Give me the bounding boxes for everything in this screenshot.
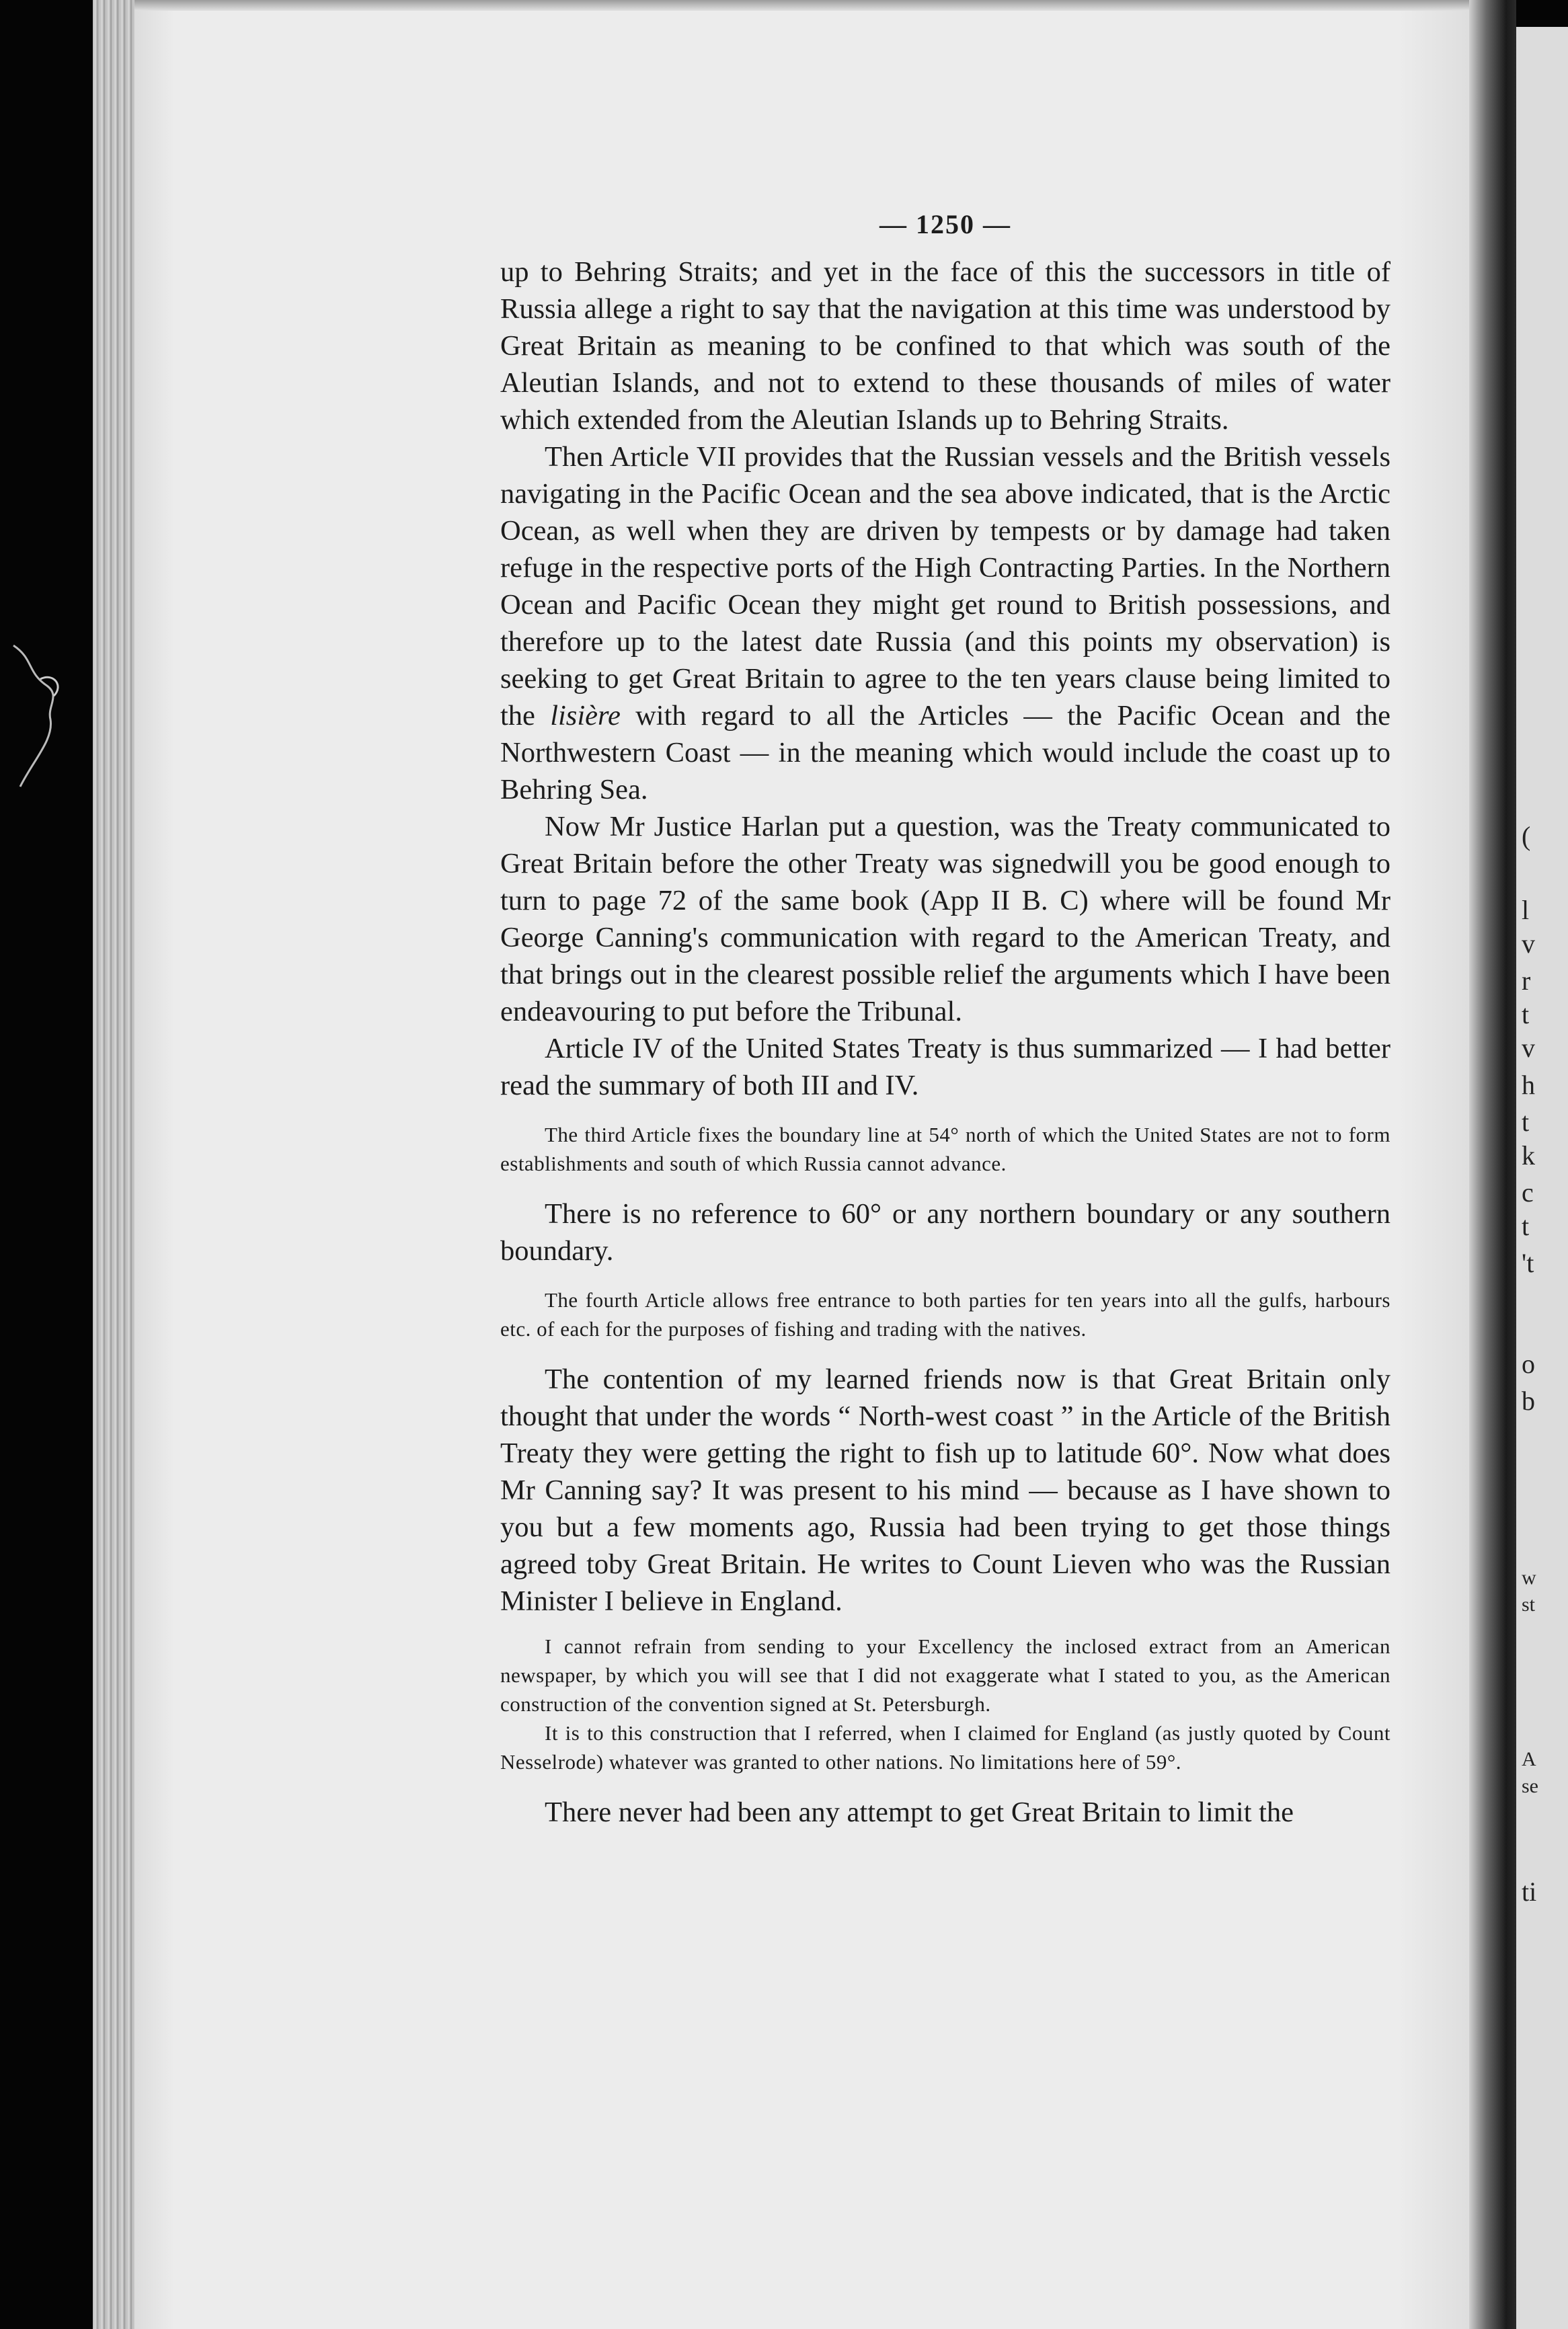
paragraph: There never had been any attempt to get Great Britain to limit the: [545, 1797, 1294, 1828]
paragraph: The contention of my learned friends now is that Great Britain only thought that under the words “ North-west coast ” in the Article of the British Treaty they were getting the right to fish up to latitude 60°. Now what does Mr Canning say? It was present to his mind — because as I have shown to you but a few moments ago, Russia had been trying to get those things agreed toby Great Britain. He writes to Count Lieven who was the Russian Minister I believe in England.: [500, 1364, 1390, 1617]
next-page-glyph: st: [1522, 1593, 1536, 1616]
page-edges: [93, 0, 140, 2329]
paragraph-text: Then Article VII provides that the Russian vessels and the British vessels navigating in the Pacific Ocean and the sea above indicated, that is the Arctic Ocean, as well when they are driven by tempests or by damage had taken refuge in the respective ports of the High Contracting Parties. In the Northern Ocean and Pacific Ocean they might get round to British possessions, and therefore up to the latest date Russia (and this points my observation) is seeking to get Great Britain to agree to the ten years clause being limited to the: [500, 441, 1390, 732]
next-page-glyph: t: [1522, 999, 1530, 1029]
paragraph: [500, 438, 1390, 808]
page-text: [500, 208, 1390, 1831]
next-page-glyph: t: [1522, 1211, 1530, 1241]
next-page-glyph: b: [1522, 1386, 1535, 1416]
next-page-glyph: se: [1522, 1775, 1538, 1797]
next-page-glyph: v: [1522, 929, 1535, 959]
next-page-glyph: o: [1522, 1349, 1535, 1379]
next-page-glyph: t: [1522, 1107, 1530, 1137]
block-quote: It is to this construction that I referred, when I claimed for England (as justly quoted by Count Nesselrode) whatever was granted to other nations. No limitations here of 59°.: [500, 1721, 1390, 1774]
paragraph: up to Behring Straits; and yet in the face of this the successors in title of Russia allege a right to say that the navigation at this time was understood by Great Britain as meaning to be confined to that which was south of the Aleutian Islands, and not to extend to these thousands of miles of water which extended from the Aleutian Islands up to Behring Straits.: [500, 256, 1390, 436]
next-page-glyph: A: [1522, 1748, 1536, 1770]
block-quote: The fourth Article allows free entrance to both parties for ten years into all the gulfs, harbours etc. of each for the purposes of fishing and trading with the natives.: [500, 1288, 1390, 1341]
next-page-glyph: c: [1522, 1177, 1534, 1208]
next-page-glyph: l: [1522, 895, 1530, 925]
binding-string: [0, 632, 81, 807]
page-number: — 1250 —: [879, 209, 1011, 239]
next-page-glyph: k: [1522, 1140, 1535, 1171]
italic-word: lisière: [550, 700, 621, 732]
next-page-glyph: w: [1522, 1567, 1536, 1589]
paragraph: There is no reference to 60° or any northern boundary or any southern boundary.: [500, 1198, 1390, 1267]
paragraph-text: with regard to all the Articles — the Pacific Ocean and the Northwestern Coast — in the meaning which would include the coast up to Behring Sea.: [500, 700, 1390, 805]
next-page-glyph: h: [1522, 1070, 1535, 1100]
next-page-glyph: (: [1522, 821, 1531, 851]
book-gutter: [1469, 0, 1516, 2329]
page-top-edge: [134, 0, 1469, 11]
paragraph: Now Mr Justice Harlan put a question, was the Treaty communicated to Great Britain before the other Treaty was signedwill you be good enough to turn to page 72 of the same book (App II B. C) where will be found Mr George Canning's communication with regard to the American Treaty, and that brings out in the clearest possible relief the arguments which I have been endeavouring to put before the Tribunal.: [500, 811, 1390, 1027]
next-page-glyph: ti: [1522, 1877, 1537, 1907]
next-page-glyph: 't: [1522, 1248, 1534, 1278]
next-page-glyph: r: [1522, 965, 1531, 996]
block-quote: I cannot refrain from sending to your Excellency the inclosed extract from an American newspaper, by which you will see that I did not exaggerate what I stated to you, as the American construction of the convention signed at St. Petersburgh.: [500, 1634, 1390, 1716]
next-page-edge: [1516, 27, 1568, 2329]
next-page-glyph: v: [1522, 1033, 1535, 1063]
paragraph: Article IV of the United States Treaty is thus summarized — I had better read the summary of both III and IV.: [500, 1033, 1390, 1101]
block-quote: The third Article fixes the boundary line at 54° north of which the United States are not to form establishments and south of which Russia cannot advance.: [500, 1123, 1390, 1175]
